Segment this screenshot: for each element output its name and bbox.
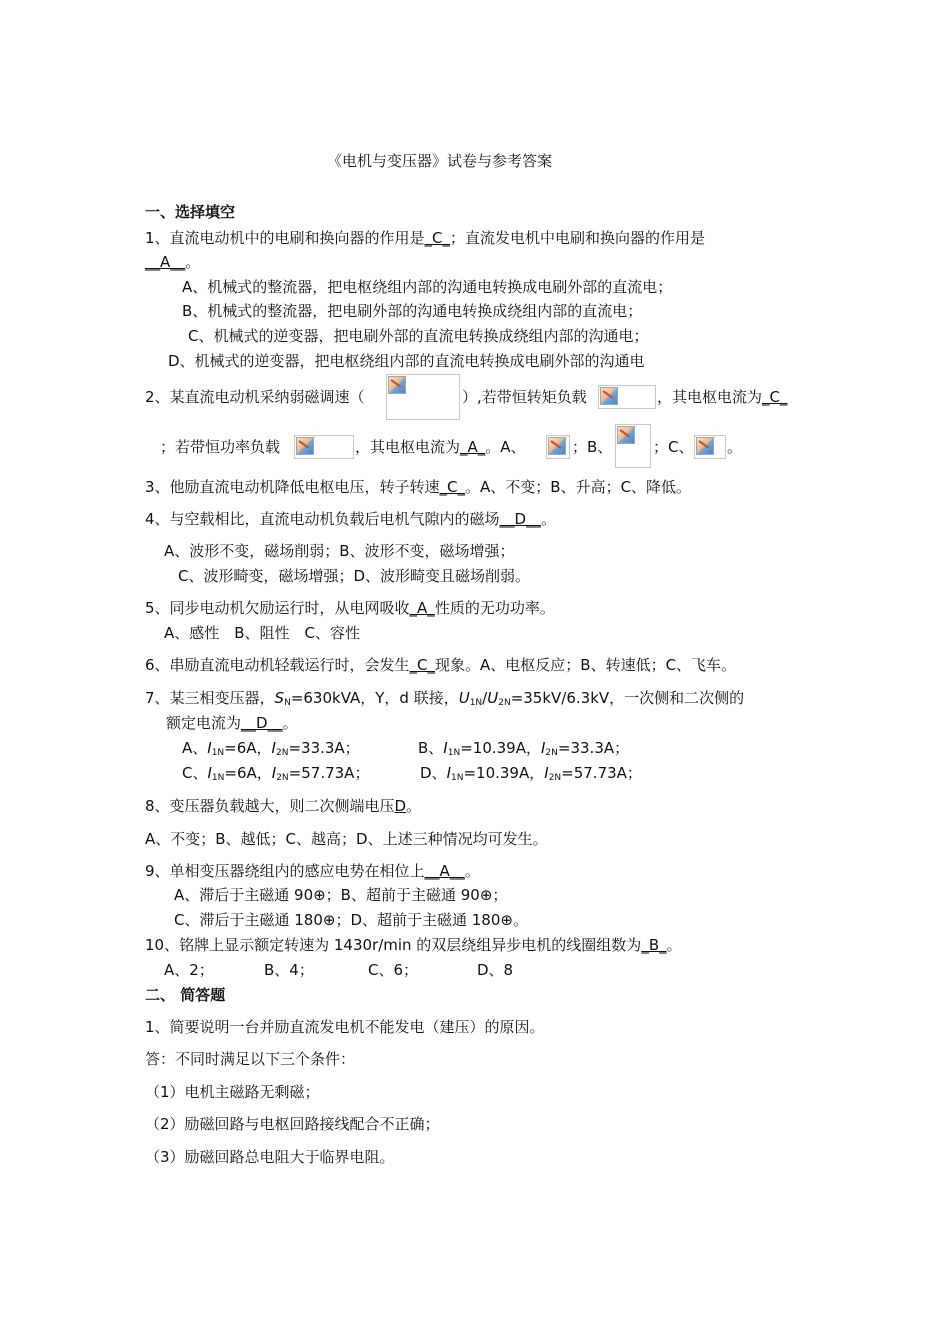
q5-answer: _A_ [409,599,435,617]
q7-i2-symbol: I [271,764,277,782]
q7-text-b: =630kVA，Y，d 联接， [290,689,459,707]
q9-options-ab: A、滞后于主磁通 90⊕；B、超前于主磁通 90⊕； [174,886,508,904]
q2-text-f: 。A、 [485,438,526,456]
broken-image-icon [296,437,314,455]
q7-i2-sub: 2N [275,748,289,758]
q7-slash: / [482,689,488,707]
q8-answer: D [394,797,407,815]
q2-text-g: ；B、 [572,438,613,456]
q1-text-c: 。 [185,253,201,271]
s2-answer-intro: 答：不同时满足以下三个条件： [145,1050,356,1068]
q10-line [145,935,682,955]
broken-image-icon [617,426,635,444]
q10-answer: _B_ [641,936,667,954]
q7-opt-c-prefix: C、 [182,764,208,782]
s2-condition-2: （2）励磁回路与电枢回路接线配合不正确； [145,1115,440,1133]
q7-i1-symbol: I [446,764,451,782]
q9-text-b: 。 [464,862,480,880]
q7-opt-d-val2: =57.73A； [561,764,642,782]
formula-image-placeholder-3 [294,435,354,459]
q10-option-a: A、2； [164,961,214,979]
q5-text-b: 性质的无功功率。 [434,599,555,617]
q7-opt-b-val2: =33.3A； [557,739,630,757]
q7-opt-a-prefix: A、 [182,739,208,757]
q2-text-c: ，其电枢电流为 [657,388,763,406]
q7-opt-a-val2: =33.3A； [288,739,360,757]
q5-options: A、感性 B、阻性 C、容性 [164,624,361,642]
q7-i2-symbol: I [544,764,549,782]
q7-i1-sub: 1N [211,773,225,783]
q7-i1-sub: 1N [211,748,225,758]
q2-text-d: ；若带恒功率负载 [160,438,281,456]
q9-answer: __A__ [424,862,465,880]
q7-line-2 [166,713,298,733]
q6-answer: _C_ [409,656,436,674]
q10-text-a: 10、铭牌上显示额定转速为 1430r/min 的双层绕组异步电机的线圈组数为 [145,936,642,954]
q7-opt-d-prefix: D、 [420,764,447,782]
q8-options: A、不变；B、越低；C、越高；D、上述三种情况均可发生。 [145,830,548,848]
q1-answer-2: __A__ [145,253,186,271]
q7-option-c [182,763,369,788]
broken-image-icon [548,437,566,455]
section-2-heading: 二、 简答题 [145,986,226,1004]
q7-i1-sub: 1N [451,773,464,783]
q10-option-b: B、4； [264,961,314,979]
q7-text-d: 额定电流为 [166,714,242,732]
q7-i2-sub: 2N [276,773,289,783]
section-1-heading: 一、选择填空 [145,203,236,221]
q2-answer-1: _C_ [762,388,788,406]
q6-text-a: 6、串励直流电动机轻载运行时，会发生 [145,656,410,674]
q3-line [145,477,691,497]
broken-image-icon [696,437,714,455]
q5-line [145,598,555,618]
q10-text-b: 。 [666,936,682,954]
q9-line [145,861,480,881]
q3-answer: _C_ [439,478,466,496]
q7-symbol-s: S [274,689,285,707]
q7-i2-symbol: I [271,739,276,757]
q10-option-c: C、6； [368,961,419,979]
q1-option-a: A、机械式的整流器，把电枢绕组内部的沟通电转换成电刷外部的直流电； [182,278,673,296]
q1-text-a: 1、直流电动机中的电刷和换向器的作用是 [145,229,425,247]
q7-i2-sub: 2N [548,773,562,783]
formula-image-placeholder-5 [615,424,651,468]
q7-option-a [182,738,360,763]
q9-options-cd: C、滞后于主磁通 180⊕；D、超前于主磁通 180⊕。 [174,911,528,929]
q4-options-ab: A、波形不变，磁场削弱；B、波形不变，磁场增强； [164,542,515,560]
q10-option-d: D、8 [477,961,514,979]
q7-opt-c-val2: =57.73A； [288,764,370,782]
q2-answer-2: _A_ [460,438,486,456]
formula-image-placeholder-6 [694,435,726,459]
formula-image-placeholder-1 [386,374,460,420]
q2-text-i: 。 [727,438,743,456]
q8-line [145,796,421,816]
q1-option-c: C、机械式的逆变器，把电刷外部的直流电转换成绕组内部的沟通电； [188,327,649,345]
q7-answer: __D__ [241,714,283,732]
q7-i1-symbol: I [207,764,212,782]
s2-question-1: 1、简要说明一台并励直流发电机不能发电（建压）的原因。 [145,1018,545,1036]
q3-text-a: 3、他励直流电动机降低电枢电压，转子转速 [145,478,440,496]
q2-line-1b [657,387,788,407]
broken-image-icon [388,376,406,394]
formula-image-placeholder-2 [598,385,656,409]
q1-text-b: ；直流发电机中电刷和换向器的作用是 [450,229,706,247]
document-title: 《电机与变压器》试卷与参考答案 [327,152,553,170]
q7-symbol-u2: U [487,689,499,707]
q6-text-b: 现象。A、电枢反应；B、转速低；C、飞车。 [435,656,737,674]
q4-text-b: 。 [541,510,557,528]
q1-line [145,228,705,248]
q7-sub-2n: 2N [498,698,511,708]
s2-condition-3: （3）励磁回路总电阻大于临界电阻。 [145,1148,395,1166]
q7-i2-sub: 2N [545,748,558,758]
q8-text-b: 。 [406,797,422,815]
s2-condition-1: （1）电机主磁路无剩磁； [145,1083,320,1101]
q7-i1-sub: 1N [447,748,461,758]
q1-option-d: D、机械式的逆变器，把电枢绕组内部的直流电转换成电刷外部的沟通电 [168,352,645,370]
q1-line-2 [145,252,200,272]
broken-image-icon [600,387,618,405]
q5-text-a: 5、同步电动机欠励运行时，从电网吸收 [145,599,410,617]
q7-text-e: 。 [282,714,298,732]
formula-image-placeholder-4 [546,435,570,459]
q7-sub-n: N [284,698,291,708]
q7-option-b [418,738,629,763]
q1-option-b: B、机械式的整流器，把电刷外部的沟通电转换成绕组内部的直流电； [182,302,643,320]
q4-text-a: 4、与空载相比，直流电动机负载后电机气隙内的磁场 [145,510,500,528]
q4-options-cd: C、波形畸变，磁场增强；D、波形畸变且磁场削弱。 [178,567,531,585]
q2-text-a: 2、某直流电动机采纳弱磁调速（ [145,388,365,406]
q7-opt-a-val1: =6A， [224,739,272,757]
q2-text-e: ，其电枢电流为 [355,438,461,456]
q7-i2-symbol: I [540,739,546,757]
q7-text-c: =35kV/6.3kV，一次侧和二次侧的 [510,689,745,707]
q7-i1-symbol: I [443,739,448,757]
q9-text-a: 9、单相变压器绕组内的感应电势在相位上 [145,862,425,880]
q2-line-2b [355,437,526,457]
q7-opt-d-val1: =10.39A， [463,764,545,782]
q7-sub-1n: 1N [469,698,483,708]
q4-line [145,509,556,529]
q6-line [145,655,736,675]
q8-text-a: 8、变压器负载越大，则二次侧端电压 [145,797,395,815]
q2-text-b: ）,若带恒转矩负载 [462,388,587,406]
q7-line-1 [145,688,744,713]
q1-answer-1: _C_ [424,229,451,247]
q7-opt-b-val1: =10.39A， [460,739,541,757]
q7-text-a: 7、某三相变压器， [145,689,275,707]
q4-answer: __D__ [499,510,542,528]
q7-opt-b-prefix: B、 [418,739,444,757]
q3-text-b: 。A、不变；B、升高；C、降低。 [465,478,692,496]
q7-option-d [420,763,642,788]
q7-symbol-u1: U [458,689,470,707]
q2-text-h: ；C、 [653,438,694,456]
q7-opt-c-val1: =6A， [224,764,272,782]
q7-i1-symbol: I [207,739,212,757]
